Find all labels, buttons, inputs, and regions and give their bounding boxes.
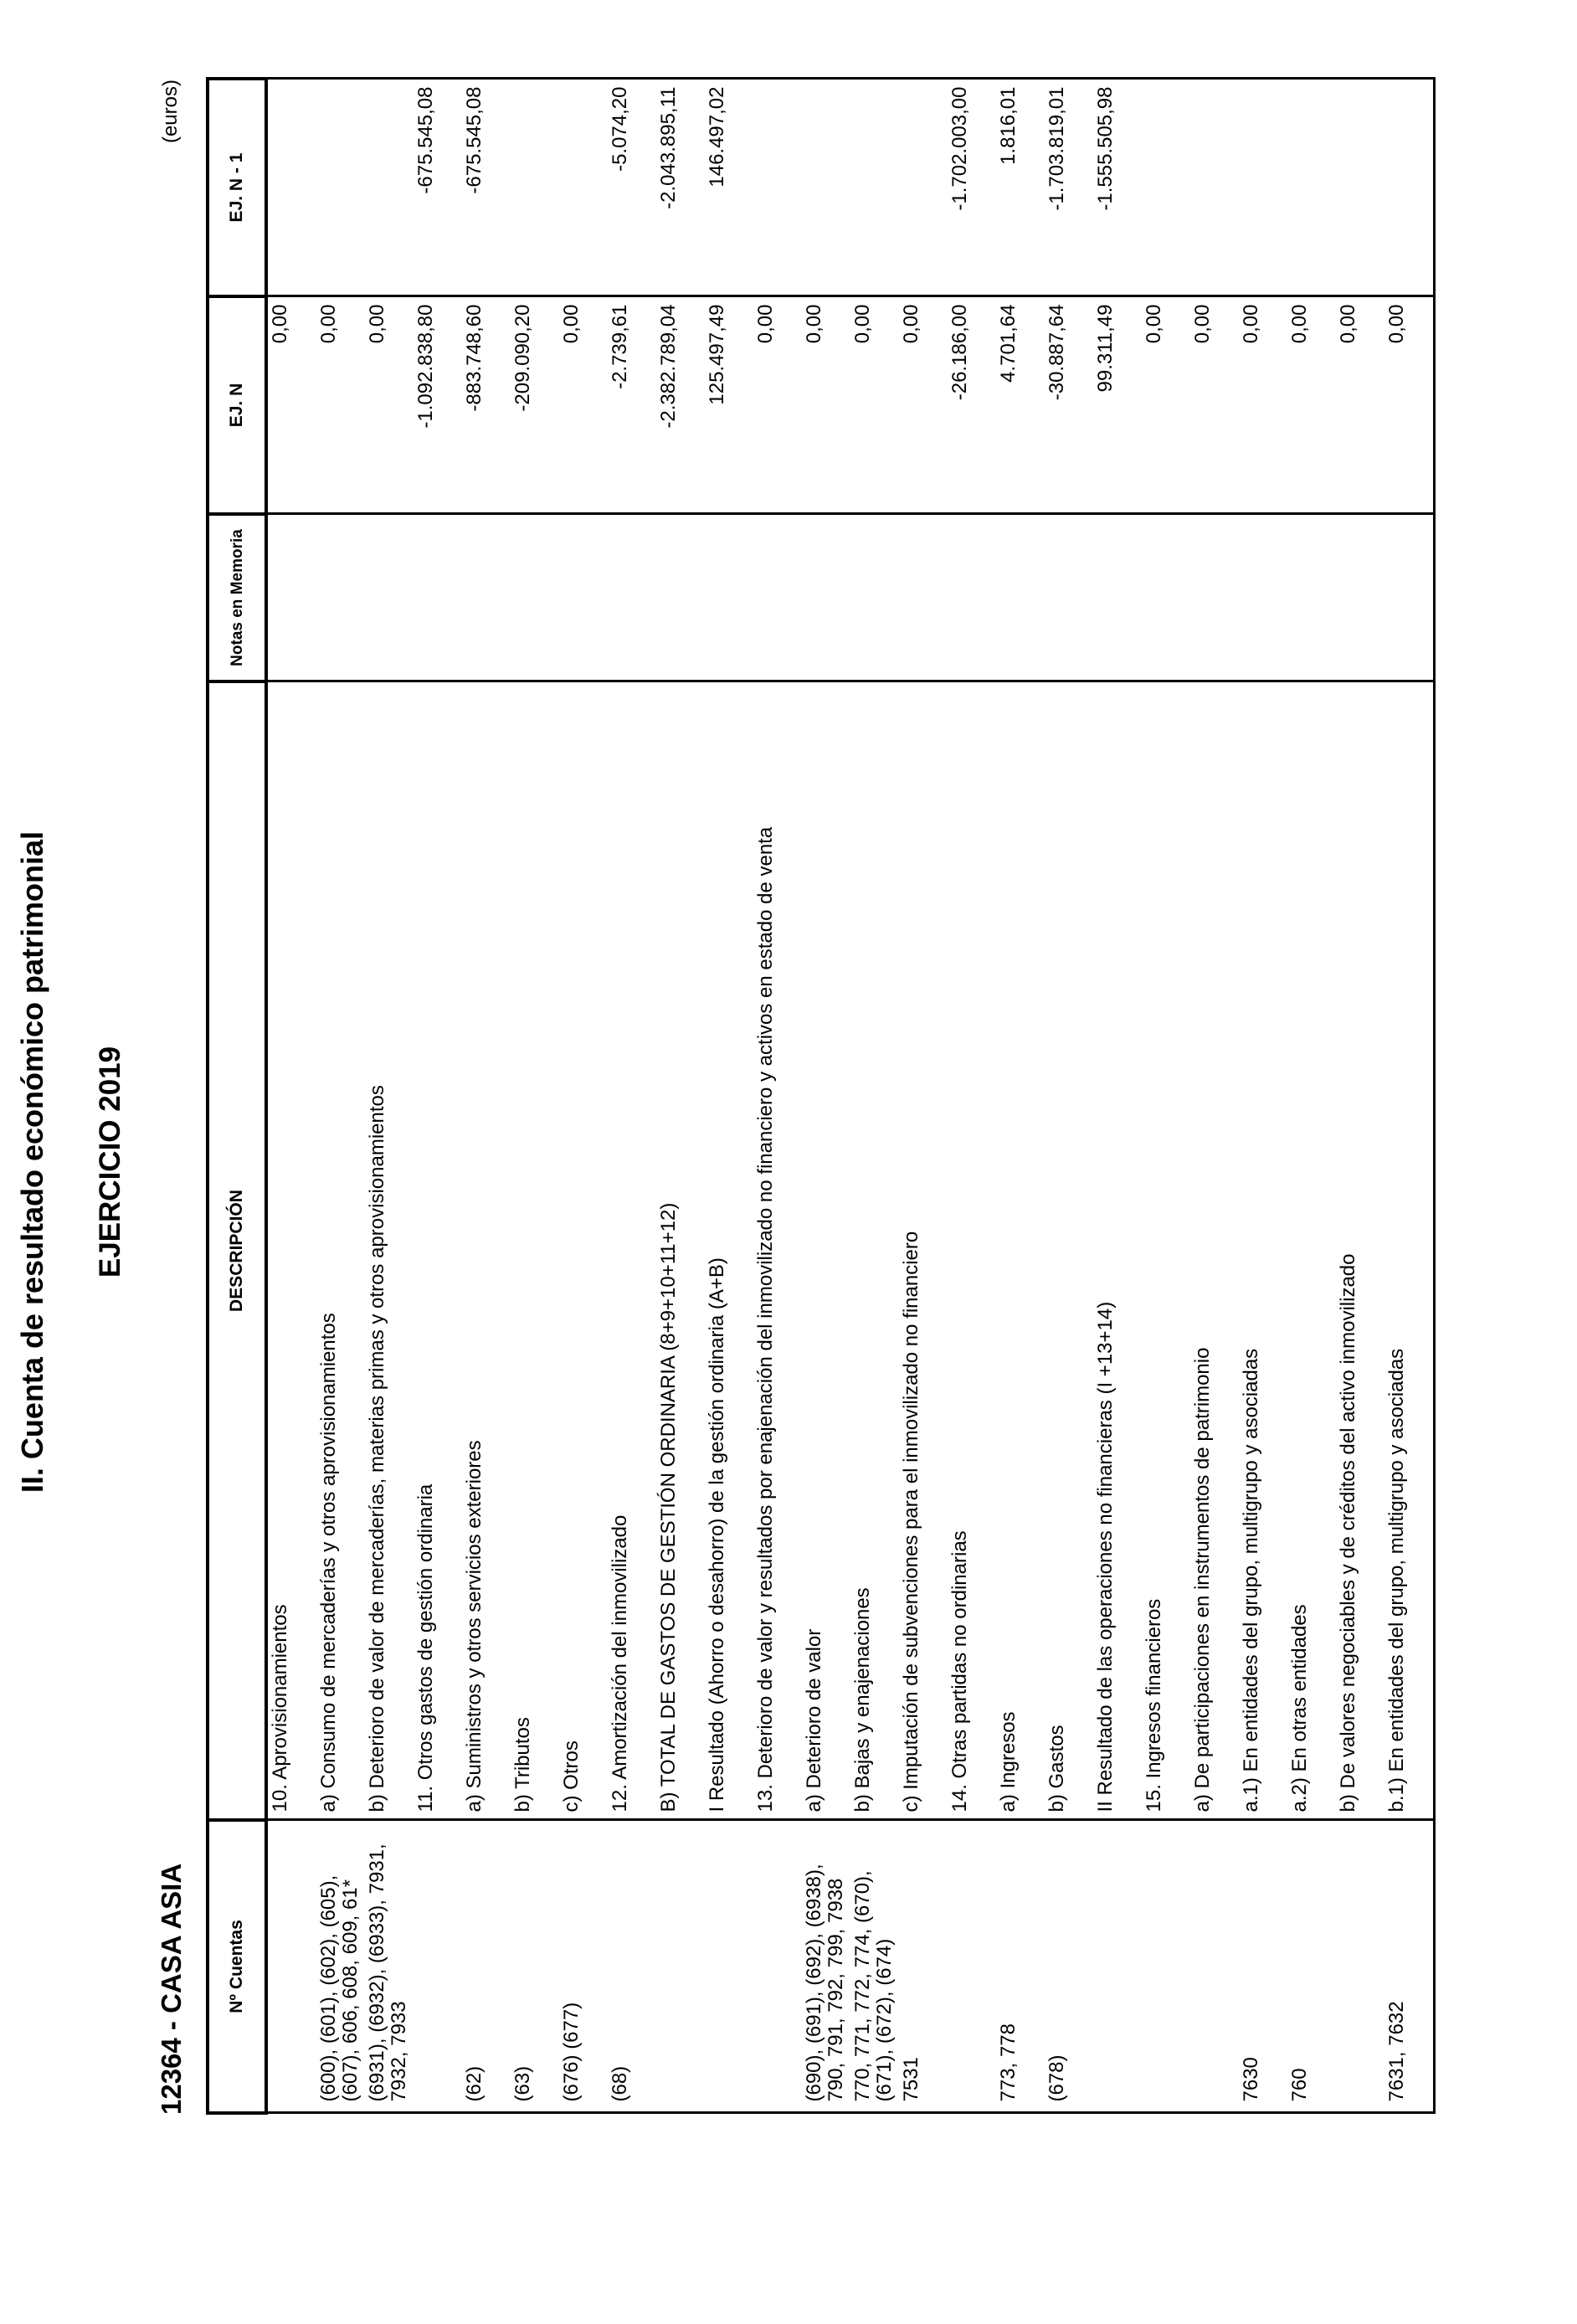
cell-notas [753, 514, 802, 681]
exercise-year: EJERCICIO 2019 [94, 1046, 126, 1278]
table-row [316, 79, 365, 2113]
cell-cuentas [414, 1820, 462, 2113]
cell-ej-n1 [1336, 79, 1384, 296]
cell-cuentas [656, 1820, 705, 2113]
cell-notas [948, 514, 996, 681]
cell-ej-n1: -1.703.819,01 [1045, 79, 1093, 296]
cell-notas [802, 514, 850, 681]
table-row [850, 79, 899, 2113]
cell-descripcion: a) Ingresos [996, 681, 1045, 1820]
cell-cuentas: 7630 [1239, 1820, 1287, 2113]
cell-ej-n: -2.382.789,04 [656, 296, 705, 514]
table-row [365, 79, 414, 2113]
cell-ej-n1: -5.074,20 [608, 79, 656, 296]
cell-descripcion: b) De valores negociables y de créditos del activo inmovilizado [1336, 681, 1384, 1820]
cell-notas [899, 514, 948, 681]
cell-descripcion: a.2) En otras entidades [1287, 681, 1336, 1820]
cell-ej-n: 0,00 [1142, 296, 1190, 514]
cell-ej-n: 0,00 [802, 296, 850, 514]
cell-ej-n1 [559, 79, 608, 296]
table-row [1093, 79, 1142, 2113]
cell-notas [266, 514, 316, 681]
cell-notas [511, 514, 559, 681]
cell-notas [1093, 514, 1142, 681]
cell-ej-n: 0,00 [1239, 296, 1287, 514]
cell-cuentas [753, 1820, 802, 2113]
cell-ej-n1 [1142, 79, 1190, 296]
cell-descripcion: a) Consumo de mercaderías y otros aprovisionamientos [316, 681, 365, 1820]
cell-cuentas [1142, 1820, 1190, 2113]
cell-cuentas: (690), (691), (692), (6938), 790, 791, 792, 799, 7938 [802, 1820, 850, 2113]
table-row [753, 79, 802, 2113]
cell-ej-n: 0,00 [559, 296, 608, 514]
table-row [1239, 79, 1287, 2113]
cell-descripcion: b.1) En entidades del grupo, multigrupo y asociadas [1384, 681, 1435, 1820]
table-row [266, 79, 316, 2113]
cell-ej-n1 [899, 79, 948, 296]
cell-ej-n: -209.090,20 [511, 296, 559, 514]
entity-name: 12364 - CASA ASIA [156, 1863, 187, 2115]
cell-notas [414, 514, 462, 681]
cell-cuentas: 7531 [899, 1820, 948, 2113]
cell-ej-n1: 1.816,01 [996, 79, 1045, 296]
cell-cuentas [705, 1820, 753, 2113]
cell-descripcion: b) Tributos [511, 681, 559, 1820]
header-ej-n1: EJ. N - 1 [208, 79, 266, 296]
cell-notas [705, 514, 753, 681]
table-row [414, 79, 462, 2113]
cell-ej-n1 [511, 79, 559, 296]
cell-ej-n: -1.092.838,80 [414, 296, 462, 514]
cell-ej-n: -26.186,00 [948, 296, 996, 514]
cell-notas [1287, 514, 1336, 681]
cell-ej-n1: -2.043.895,11 [656, 79, 705, 296]
table-row [802, 79, 850, 2113]
cell-cuentas: (62) [462, 1820, 511, 2113]
cell-cuentas [1093, 1820, 1142, 2113]
cell-ej-n: -2.739,61 [608, 296, 656, 514]
report-title: II. Cuenta de resultado económico patrimonial [15, 830, 49, 1494]
cell-cuentas [948, 1820, 996, 2113]
table-row [1142, 79, 1190, 2113]
cell-ej-n: 125.497,49 [705, 296, 753, 514]
cell-notas [850, 514, 899, 681]
cell-descripcion: 12. Amortización del inmovilizado [608, 681, 656, 1820]
table-row [1384, 79, 1435, 2113]
cell-descripcion: b) Gastos [1045, 681, 1093, 1820]
table-row [1336, 79, 1384, 2113]
cell-cuentas [1190, 1820, 1239, 2113]
cell-ej-n1 [316, 79, 365, 296]
table-row [559, 79, 608, 2113]
cell-descripcion: 15. Ingresos financieros [1142, 681, 1190, 1820]
header-notas: Notas en Memoria [208, 514, 266, 681]
cell-notas [316, 514, 365, 681]
cell-ej-n: -30.887,64 [1045, 296, 1093, 514]
cell-ej-n1: -675.545,08 [414, 79, 462, 296]
cell-cuentas: (68) [608, 1820, 656, 2113]
table-row [996, 79, 1045, 2113]
cell-cuentas: (676) (677) [559, 1820, 608, 2113]
cell-ej-n1: -675.545,08 [462, 79, 511, 296]
cell-ej-n: 0,00 [1287, 296, 1336, 514]
table-header-row [208, 79, 266, 2113]
table-row [899, 79, 948, 2113]
cell-cuentas [1336, 1820, 1384, 2113]
cell-descripcion: b) Deterioro de valor de mercaderías, materias primas y otros aprovisionamientos [365, 681, 414, 1820]
cell-notas [996, 514, 1045, 681]
cell-ej-n: 0,00 [316, 296, 365, 514]
cell-descripcion: 10. Aprovisionamientos [266, 681, 316, 1820]
cell-descripcion: I Resultado (Ahorro o desahorro) de la gestión ordinaria (A+B) [705, 681, 753, 1820]
cell-cuentas: 773, 778 [996, 1820, 1045, 2113]
table-body [266, 79, 1435, 2113]
cell-descripcion: c) Imputación de subvenciones para el inmovilizado no financiero [899, 681, 948, 1820]
header-ej-n: EJ. N [208, 296, 266, 514]
cell-ej-n: 0,00 [266, 296, 316, 514]
cell-ej-n1 [850, 79, 899, 296]
cell-ej-n: 0,00 [1190, 296, 1239, 514]
table-row [705, 79, 753, 2113]
cell-descripcion: a) De participaciones en instrumentos de patrimonio [1190, 681, 1239, 1820]
cell-ej-n1 [1287, 79, 1336, 296]
cell-ej-n1 [365, 79, 414, 296]
cell-notas [608, 514, 656, 681]
cell-cuentas: 7631, 7632 [1384, 1820, 1435, 2113]
table-row [1045, 79, 1093, 2113]
header-descripcion: DESCRIPCIÓN [208, 681, 266, 1820]
cell-cuentas [266, 1820, 316, 2113]
cell-descripcion: 14. Otras partidas no ordinarias [948, 681, 996, 1820]
cell-cuentas: (600), (601), (602), (605), (607), 606, 608, 609, 61* [316, 1820, 365, 2113]
table-row [462, 79, 511, 2113]
table-row [608, 79, 656, 2113]
cell-ej-n: 0,00 [365, 296, 414, 514]
cell-cuentas: (63) [511, 1820, 559, 2113]
cell-ej-n1: 146.497,02 [705, 79, 753, 296]
cell-ej-n: 0,00 [899, 296, 948, 514]
cell-cuentas: 760 [1287, 1820, 1336, 2113]
cell-ej-n: 0,00 [850, 296, 899, 514]
cell-cuentas: (678) [1045, 1820, 1093, 2113]
cell-descripcion: II Resultado de las operaciones no financieras (I +13+14) [1093, 681, 1142, 1820]
cell-ej-n: 4.701,64 [996, 296, 1045, 514]
cell-notas [1045, 514, 1093, 681]
table-row [656, 79, 705, 2113]
table-row [1287, 79, 1336, 2113]
cell-descripcion: a) Deterioro de valor [802, 681, 850, 1820]
table-row [511, 79, 559, 2113]
cell-notas [559, 514, 608, 681]
cell-ej-n: 0,00 [1336, 296, 1384, 514]
header-cuentas: Nº Cuentas [208, 1820, 266, 2113]
cell-descripcion: a) Suministros y otros servicios exteriores [462, 681, 511, 1820]
cell-ej-n: 99.311,49 [1093, 296, 1142, 514]
cell-descripcion: 11. Otros gastos de gestión ordinaria [414, 681, 462, 1820]
table-row [1190, 79, 1239, 2113]
cell-notas [1190, 514, 1239, 681]
cell-ej-n1 [1239, 79, 1287, 296]
cell-notas [1142, 514, 1190, 681]
cell-ej-n: 0,00 [753, 296, 802, 514]
cell-notas [365, 514, 414, 681]
cell-notas [656, 514, 705, 681]
cell-ej-n1 [802, 79, 850, 296]
cell-cuentas: 770, 771, 772, 774, (670), (671), (672), (674) [850, 1820, 899, 2113]
cell-descripcion: b) Bajas y enajenaciones [850, 681, 899, 1820]
cell-notas [1384, 514, 1435, 681]
cell-descripcion: B) TOTAL DE GASTOS DE GESTIÓN ORDINARIA (8+9+10+11+12) [656, 681, 705, 1820]
cell-descripcion: 13. Deterioro de valor y resultados por enajenación del inmovilizado no financiero y activos en estado de venta [753, 681, 802, 1820]
currency-units: (euros) [159, 80, 182, 144]
cell-ej-n1 [1190, 79, 1239, 296]
cell-ej-n1: -1.702.003,00 [948, 79, 996, 296]
cell-descripcion: c) Otros [559, 681, 608, 1820]
cell-ej-n1 [753, 79, 802, 296]
cell-ej-n1: -1.555.505,98 [1093, 79, 1142, 296]
cell-ej-n1 [1384, 79, 1435, 296]
cell-notas [462, 514, 511, 681]
cell-cuentas: (6931), (6932), (6933), 7931, 7932, 7933 [365, 1820, 414, 2113]
cell-notas [1336, 514, 1384, 681]
cell-ej-n: 0,00 [1384, 296, 1435, 514]
cell-ej-n: -883.748,60 [462, 296, 511, 514]
result-statement-table [206, 77, 1436, 2115]
cell-ej-n1 [266, 79, 316, 296]
cell-notas [1239, 514, 1287, 681]
cell-descripcion: a.1) En entidades del grupo, multigrupo y asociadas [1239, 681, 1287, 1820]
table-row [948, 79, 996, 2113]
